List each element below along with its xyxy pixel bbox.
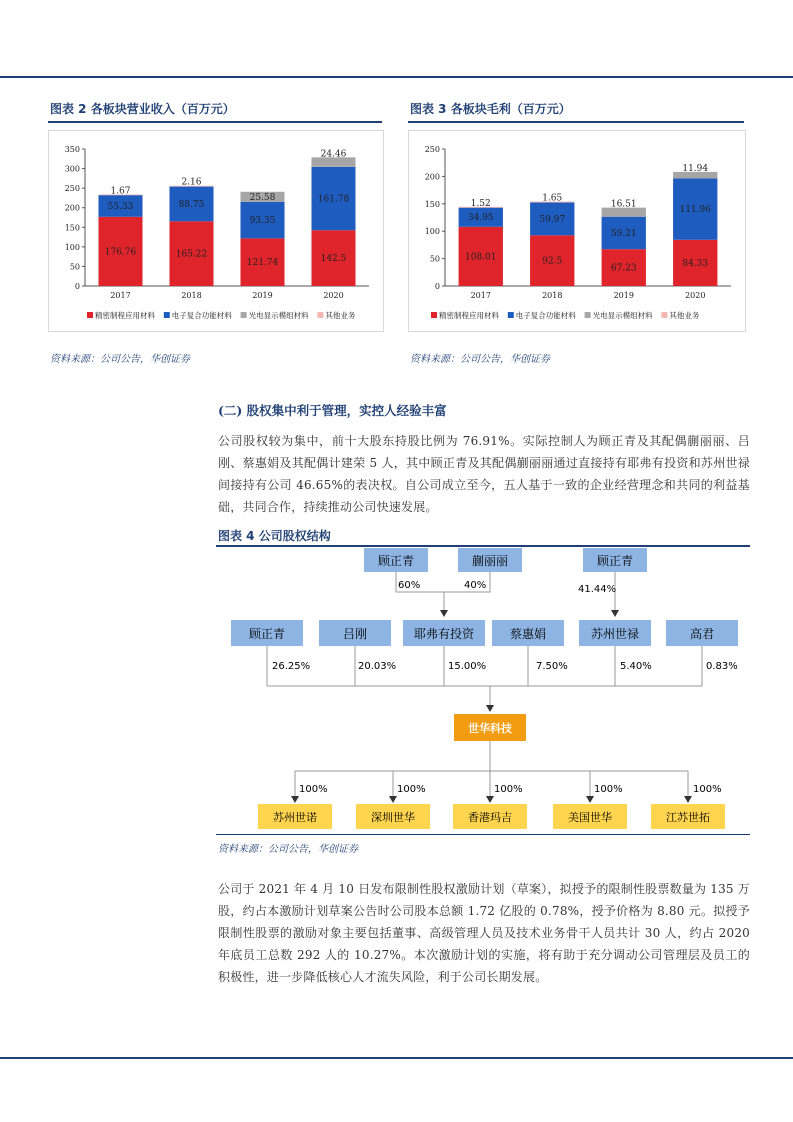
y-tick-label: 150 [424, 199, 440, 209]
data-label: 111.96 [679, 205, 711, 216]
org-connectors [267, 572, 702, 802]
subsidiary-1: 苏州世诺 [273, 811, 317, 824]
arrow-sub4 [586, 796, 594, 803]
legend-label: 电子复合功能材料 [515, 311, 576, 320]
shareholder-pct-5: 5.40% [620, 661, 652, 672]
shareholder-5: 苏州世禄 [590, 627, 640, 641]
footer-rule [0, 1057, 793, 1059]
pct-41-44: 41.44% [578, 584, 617, 595]
arrow-yefu [440, 610, 448, 617]
y-tick-label: 50 [69, 262, 80, 272]
legend-label: 其他业务 [325, 311, 356, 320]
y-tick-label: 150 [64, 223, 80, 233]
legend-swatch [508, 312, 514, 318]
legend-swatch [431, 312, 437, 318]
data-label: 121.74 [246, 258, 279, 269]
shareholder-4: 蔡惠娟 [509, 627, 547, 641]
pct-40: 40% [464, 580, 487, 591]
x-tick-label: 2017 [470, 291, 491, 300]
header-rule [0, 76, 793, 78]
y-tick-label: 200 [64, 203, 80, 213]
x-tick-label: 2019 [252, 291, 273, 300]
subsidiary-3: 香港玛吉 [468, 811, 512, 824]
legend-label: 光电显示模组材料 [592, 311, 653, 320]
legend-label: 其他业务 [669, 311, 700, 320]
shareholder-pct-6: 0.83% [706, 661, 738, 672]
legend-swatch [585, 312, 591, 318]
legend-label: 精密制程应用材料 [439, 311, 499, 320]
data-label: 67.23 [610, 263, 637, 274]
figure3-source: 资料来源：公司公告，华创证券 [410, 354, 550, 365]
data-label: 1.67 [110, 186, 131, 197]
data-label: 142.5 [320, 254, 347, 265]
shareholder-1: 顾正青 [248, 627, 286, 641]
connector-guzhengqing-to-yefu [396, 572, 444, 616]
shareholder-pct-2: 20.03% [358, 661, 397, 672]
figure4-source: 资料来源：公司公告，华创证券 [218, 844, 358, 855]
data-label: 2.16 [181, 177, 202, 188]
company-name: 世华科技 [468, 722, 512, 735]
data-label: 25.58 [249, 192, 276, 203]
y-tick-label: 350 [64, 145, 80, 154]
data-label: 92.5 [542, 256, 563, 267]
shareholder-2: 吕刚 [342, 627, 368, 641]
data-label: 1.52 [470, 198, 491, 209]
figure2-title: 图表 2 各板块营业收入（百万元） [50, 102, 235, 116]
figure4-bottom-rule [216, 834, 750, 835]
subsidiary-pct-3: 100% [494, 784, 523, 795]
data-label: 1.65 [542, 193, 563, 204]
y-tick-label: 250 [64, 184, 80, 194]
subsidiary-pct-4: 100% [594, 784, 623, 795]
legend-label: 电子复合功能材料 [171, 311, 232, 320]
figure2-title-underline [48, 121, 382, 123]
data-label: 88.75 [178, 199, 205, 210]
data-label: 59.97 [539, 214, 566, 225]
arrow-sub2 [389, 796, 397, 803]
incentive-plan-paragraph: 公司于 2021 年 4 月 10 日发布限制性股权激励计划（草案），拟授予的限制性股票数量为 135 万股，约占本激励计划草案公告时公司股本总额 1.72 亿股的 0.78%，授予价格为 8.80 元。拟授予限制性股票的激励对象主要包括董事、高级管理人员及技术业务骨干人员共计 30 人，约占 2020 年底员工总数 292 人的 10.27%。本次激励计划的实施，将有助于充分调动公司管理层及员工的积极性，进一步降低核心人才流失风险，利于公司长期发展。 [218, 882, 750, 984]
figure3-title-underline [408, 121, 744, 123]
subsidiary-pct-5: 100% [693, 784, 722, 795]
gross-profit-chart-svg [409, 131, 745, 331]
y-tick-label: 250 [424, 145, 440, 154]
x-tick-label: 2017 [110, 291, 131, 300]
arrow-company [486, 705, 494, 712]
figure4-title: 图表 4 公司股权结构 [218, 529, 331, 543]
revenue-chart-svg [49, 131, 383, 331]
y-tick-label: 0 [74, 282, 80, 291]
data-label: 161.78 [317, 194, 350, 205]
data-label: 24.46 [320, 149, 347, 160]
legend-label: 精密制程应用材料 [95, 311, 155, 320]
arrow-sub5 [684, 796, 692, 803]
legend-swatch [87, 312, 93, 318]
top-node-kuailili: 蒯丽丽 [471, 554, 509, 568]
x-tick-label: 2018 [542, 291, 563, 300]
y-tick-label: 300 [64, 164, 80, 174]
legend-swatch [241, 312, 247, 318]
x-tick-label: 2020 [323, 291, 344, 300]
data-label: 84.33 [682, 258, 709, 269]
x-tick-label: 2018 [181, 291, 202, 300]
shareholder-pct-1: 26.25% [272, 661, 311, 672]
x-tick-label: 2019 [613, 291, 634, 300]
data-label: 55.33 [107, 201, 134, 212]
subsidiary-pct-2: 100% [397, 784, 426, 795]
legend-swatch [164, 312, 170, 318]
arrow-shilu [611, 610, 619, 617]
subsidiary-5: 江苏世拓 [666, 811, 710, 824]
figure2-chart [48, 130, 384, 332]
ownership-paragraph: 公司股权较为集中，前十大股东持股比例为 76.91%。实际控制人为顾正青及其配偶蒯丽丽、吕刚、蔡惠娟及其配偶计建荣 5 人，其中顾正青及其配偶蒯丽丽通过直接持有耶弗有投资和苏州世禄间接持有公司 46.65%的表决权。自公司成立至今，五人基于一致的企业经营理念和共同的利益基础，共同合作，持续推动公司快速发展。 [218, 434, 750, 514]
subsidiary-4: 美国世华 [568, 811, 612, 824]
legend-swatch [661, 312, 667, 318]
pct-60: 60% [398, 580, 421, 591]
y-tick-label: 100 [64, 242, 80, 252]
top-node-guzhengqing: 顾正青 [377, 554, 415, 568]
shareholder-6: 高君 [689, 627, 715, 641]
section-heading: (二) 股权集中利于管理，实控人经验丰富 [218, 403, 447, 418]
figure3-chart [408, 130, 746, 332]
y-tick-label: 0 [434, 282, 440, 291]
data-label: 176.76 [104, 247, 137, 258]
x-tick-label: 2020 [685, 291, 706, 300]
data-label: 93.35 [249, 216, 276, 227]
data-label: 34.95 [467, 213, 494, 224]
y-tick-label: 50 [429, 254, 440, 264]
data-label: 11.94 [682, 163, 709, 174]
data-label: 59.21 [610, 228, 637, 239]
legend-label: 光电显示模组材料 [248, 311, 309, 320]
equity-structure-diagram [216, 546, 750, 846]
shareholder-pct-4: 7.50% [536, 661, 568, 672]
shareholder-pct-3: 15.00% [448, 661, 487, 672]
figure3-title: 图表 3 各板块毛利（百万元） [410, 102, 571, 116]
top-node-guzhengqing-2: 顾正青 [596, 554, 634, 568]
subsidiary-2: 深圳世华 [371, 811, 415, 824]
y-tick-label: 200 [424, 172, 440, 182]
data-label: 108.01 [465, 252, 497, 263]
data-label: 165.22 [175, 249, 208, 260]
figure2-source: 资料来源：公司公告，华创证券 [50, 354, 190, 365]
subsidiary-pct-1: 100% [299, 784, 328, 795]
legend-swatch [317, 312, 323, 318]
data-label: 16.51 [610, 199, 637, 210]
y-tick-label: 100 [424, 227, 440, 237]
arrow-sub3 [486, 796, 494, 803]
arrow-sub1 [291, 796, 299, 803]
shareholder-3: 耶弗有投资 [413, 627, 475, 641]
